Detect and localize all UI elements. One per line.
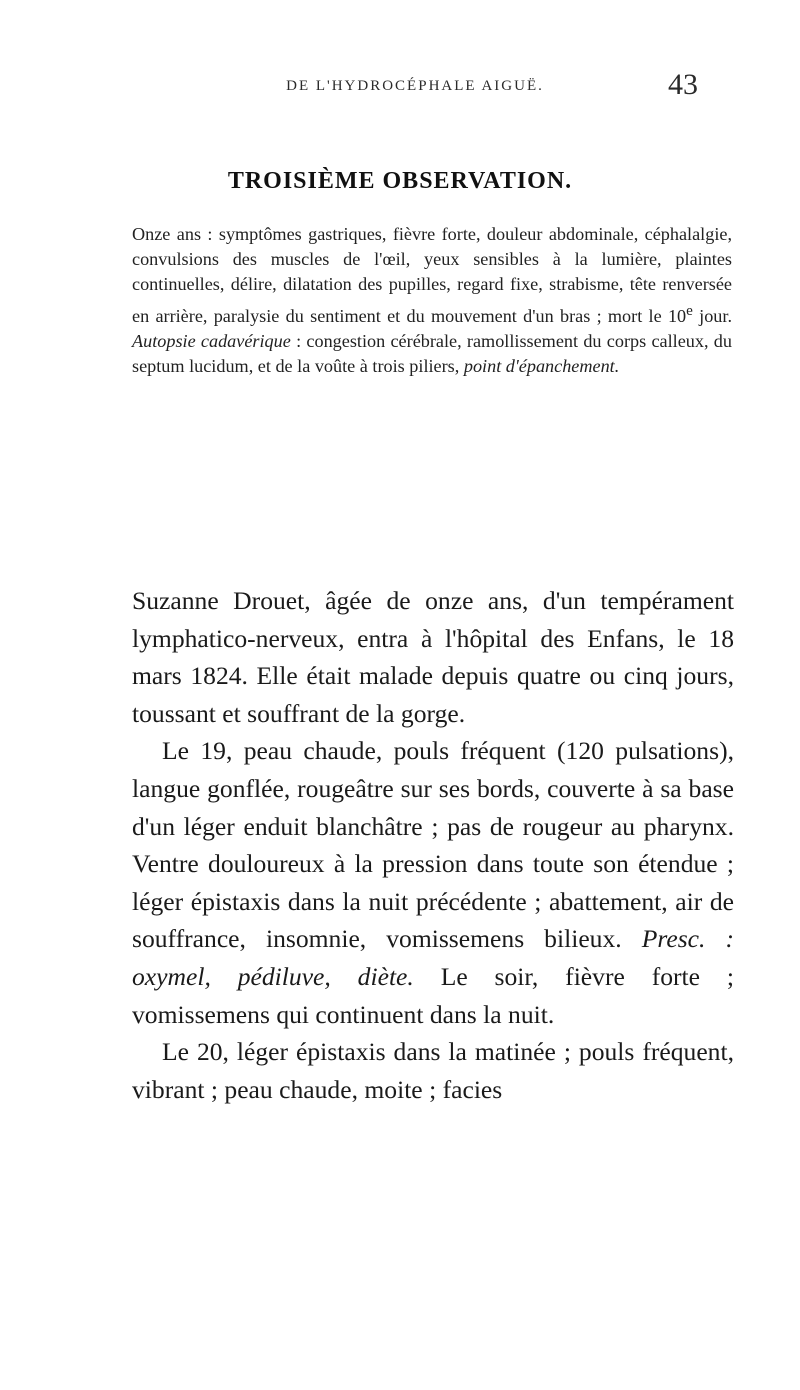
page-number: 43	[668, 68, 698, 101]
autopsy-label: Autopsie cadavérique	[132, 330, 291, 351]
autopsy-findings: : congestion cérébrale, ramollissement du corps calleux, du septum lucidum, et de la voûte à trois piliers,	[132, 330, 732, 377]
running-head: DE L'HYDROCÉPHALE AIGUË.	[286, 78, 544, 94]
paragraph-day-20: Le 20, léger épistaxis dans la matinée ; pouls fréquent, vibrant ; peau chaude, moite ; facies	[132, 1037, 734, 1104]
day-19-text: Le 19, peau chaude, pouls fréquent (120 pulsations), langue gonflée, rougeâtre sur ses bords, couverte à sa base d'un léger enduit blanchâtre ; pas de rougeur au pharynx. Ventre douloureux à la pression dans toute son étendue ; léger épistaxis dans la nuit précédente ; abattement, air de souffrance, insomnie, vomissemens bilieux.	[132, 736, 734, 954]
day-19-evening: Le soir, fièvre forte ; vomissemens qui continuent dans la nuit.	[132, 961, 734, 1029]
observation-summary	[132, 222, 732, 379]
summary-closing: point d'épanchement.	[463, 356, 620, 377]
paragraph-intro: Suzanne Drouet, âgée de onze ans, d'un tempérament lymphatico-nerveux, entra à l'hôpital des Enfans, le 18 mars 1824. Elle était malade depuis quatre ou cinq jours, toussant et souffrant de la gorge.	[132, 586, 734, 728]
ordinal-superscript: e	[686, 301, 693, 319]
summary-text: Onze ans : symptômes gastriques, fièvre forte, douleur abdominale, céphalalgie, convulsions des muscles de l'œil, yeux sensibles à la lumière, plaintes continuelles, délire, dilatation des pupilles, regard fixe, strabisme, tête renversée en arrière, paralysie du sentiment et du mouvement d'un bras ; mort le 10	[132, 224, 732, 326]
prescription: Presc. : oxymel, pédiluve, diète.	[132, 924, 734, 991]
observation-body	[132, 582, 734, 1108]
summary-text-cont: jour.	[692, 305, 732, 326]
paragraph-day-19	[132, 732, 734, 1033]
section-title: TROISIÈME OBSERVATION.	[227, 168, 573, 194]
